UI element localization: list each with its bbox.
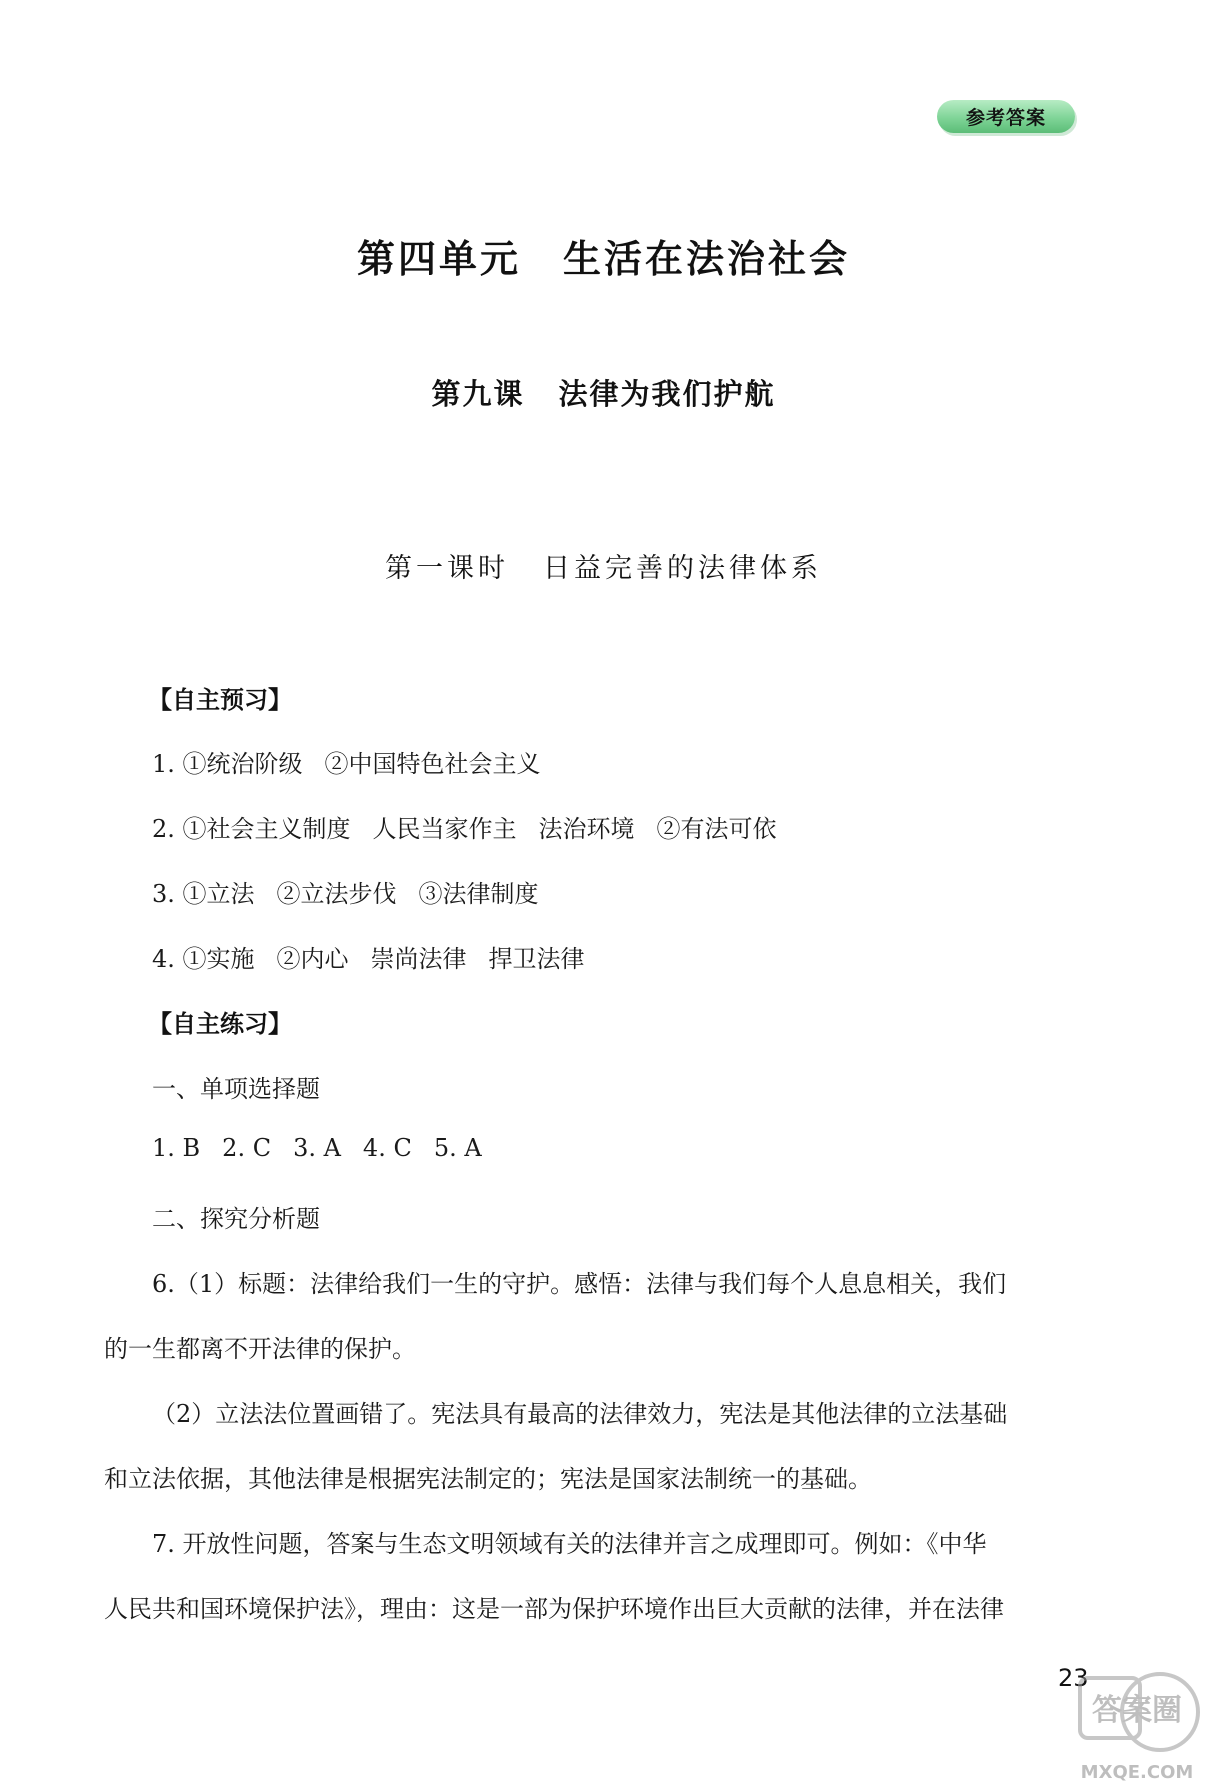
practice-heading: 【自主练习】 (148, 1010, 292, 1038)
page-number: 23 (1058, 1664, 1089, 1692)
period-title (0, 546, 1207, 585)
preview-item-3: 3. ①立法 ②立法步伐 ③法律制度 (152, 880, 539, 908)
period-name: 日益完善的法律体系 (543, 553, 822, 584)
watermark-text: 答案圈 (1092, 1693, 1182, 1728)
q6-part1-line2: 的一生都离不开法律的保护。 (104, 1335, 416, 1363)
unit-number: 第四单元 (356, 237, 521, 281)
q6-part2-line2: 和立法依据，其他法律是根据宪法制定的；宪法是国家法制统一的基础。 (104, 1465, 872, 1493)
q7-line2: 人民共和国环境保护法》，理由：这是一部为保护环境作出巨大贡献的法律，并在法律 (104, 1595, 1004, 1623)
section-analysis: 二、探究分析题 (152, 1205, 320, 1233)
lesson-number: 第九课 (431, 377, 525, 411)
choice-answers: 1. B 2. C 3. A 4. C 5. A (152, 1134, 482, 1162)
q6-part1-line1: 6.（1）标题：法律给我们一生的守护。感悟：法律与我们每个人息息相关，我们 (152, 1270, 1007, 1298)
preview-item-1: 1. ①统治阶级 ②中国特色社会主义 (152, 750, 541, 778)
unit-title (0, 228, 1207, 283)
section-single-choice: 一、单项选择题 (152, 1075, 320, 1103)
watermark-url: MXQE.COM (1080, 1762, 1194, 1783)
q7-line1: 7. 开放性问题，答案与生态文明领域有关的法律并言之成理即可。例如：《中华 (152, 1530, 987, 1558)
q6-part2-line1: （2）立法法位置画错了。宪法具有最高的法律效力，宪法是其他法律的立法基础 (152, 1400, 1008, 1428)
unit-name: 生活在法治社会 (563, 237, 851, 281)
lesson-name: 法律为我们护航 (558, 377, 776, 411)
preview-heading: 【自主预习】 (148, 686, 292, 714)
lesson-title (0, 372, 1207, 413)
preview-item-4: 4. ①实施 ②内心 崇尚法律 捍卫法律 (152, 945, 585, 973)
watermark-logo (1072, 1660, 1202, 1788)
period-number: 第一课时 (385, 553, 509, 584)
answer-key-badge: 参考答案 (937, 100, 1075, 133)
preview-item-2: 2. ①社会主义制度 人民当家作主 法治环境 ②有法可依 (152, 815, 777, 843)
